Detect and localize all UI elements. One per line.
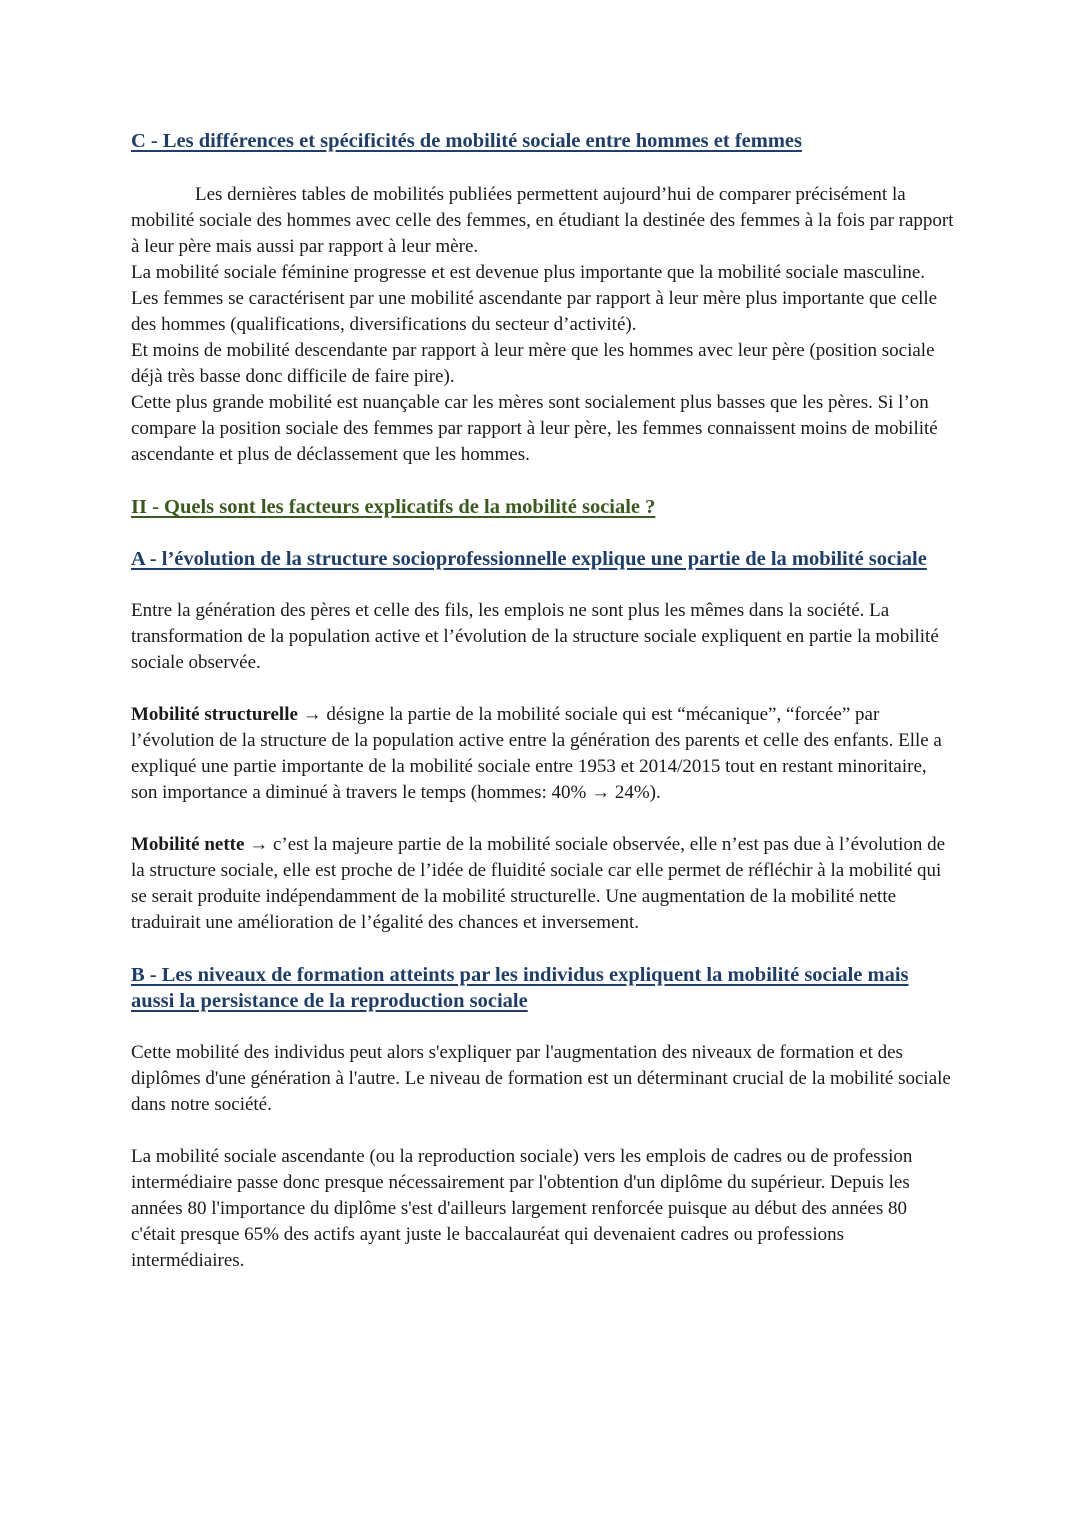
part-2-heading: II - Quels sont les facteurs explicatifs de la mobilité sociale ? <box>131 496 656 518</box>
mobilite-structurelle-term: Mobilité structurelle <box>131 704 298 725</box>
section-a-paragraph: Entre la génération des pères et celle des fils, les emplois ne sont plus les mêmes dans la société. La transformation de la population active et l’évolution de la structure sociale expliquent en partie la mobilité sociale observée. <box>131 600 939 673</box>
section-b-paragraph-2: La mobilité sociale ascendante (ou la reproduction sociale) vers les emplois de cadres ou de profession intermédiaire passe donc presque nécessairement par l'obtention d'un diplôme du supérieur. Depuis les années 80 l'importance du diplôme s'est d'ailleurs largement renforcée puisque au début des années 80 c'était presque 65% des actifs ayant juste le baccalauréat qui devenaient cadres ou professions intermédiaires. <box>131 1146 913 1271</box>
mobilite-structurelle-paragraph <box>131 702 956 806</box>
section-c-heading: C - Les différences et spécificités de mobilité sociale entre hommes et femmes <box>131 130 802 152</box>
section-c-paragraph: Les dernières tables de mobilités publiées permettent aujourd’hui de comparer précisément la mobilité sociale des hommes avec celle des femmes, en étudiant la destinée des femmes à la fois par rapport à leur père mais aussi par rapport à leur mère. La mobilité sociale féminine progresse et est devenue plus importante que la mobilité sociale masculine. Les femmes se caractérisent par une mobilité ascendante par rapport à leur mère plus importante que celle des hommes (qualifications, diversifications du secteur d’activité). Et moins de mobilité descendante par rapport à leur mère que les hommes avec leur père (position sociale déjà très basse donc difficile de faire pire). Cette plus grande mobilité est nuançable car les mères sont socialement plus basses que les pères. Si l’on compare la position sociale des femmes par rapport à leur père, les femmes connaissent moins de mobilité ascendante et plus de déclassement que les hommes. <box>131 184 954 465</box>
mobilite-nette-paragraph <box>131 832 956 936</box>
section-b-paragraph-1: Cette mobilité des individus peut alors s'expliquer par l'augmentation des niveaux de formation et des diplômes d'une génération à l'autre. Le niveau de formation est un déterminant crucial de la mobilité sociale dans notre société. <box>131 1042 951 1115</box>
mobilite-structurelle-definition: → désigne la partie de la mobilité sociale qui est “mécanique”, “forcée” par l’évolution de la structure de la population active entre la génération des parents et celle des enfants. Elle a expliqué une partie importante de la mobilité sociale entre 1953 et 2014/2015 tout en restant minoritaire, son importance a diminué à travers le temps (hommes: 40% → 24%). <box>131 704 942 803</box>
document-page <box>131 128 956 1274</box>
section-a-heading: A - l’évolution de la structure socioprofessionnelle explique une partie de la mobilité sociale <box>131 548 927 570</box>
section-b-heading: B - Les niveaux de formation atteints par les individus expliquent la mobilité sociale mais aussi la persistance de la reproduction sociale <box>131 964 909 1012</box>
mobilite-nette-term: Mobilité nette <box>131 834 245 855</box>
mobilite-nette-definition: → c’est la majeure partie de la mobilité sociale observée, elle n’est pas due à l’évolution de la structure sociale, elle est proche de l’idée de fluidité sociale car elle permet de réfléchir à la mobilité qui se serait produite indépendamment de la mobilité structurelle. Une augmentation de la mobilité nette traduirait une amélioration de l’égalité des chances et inversement. <box>131 834 946 933</box>
